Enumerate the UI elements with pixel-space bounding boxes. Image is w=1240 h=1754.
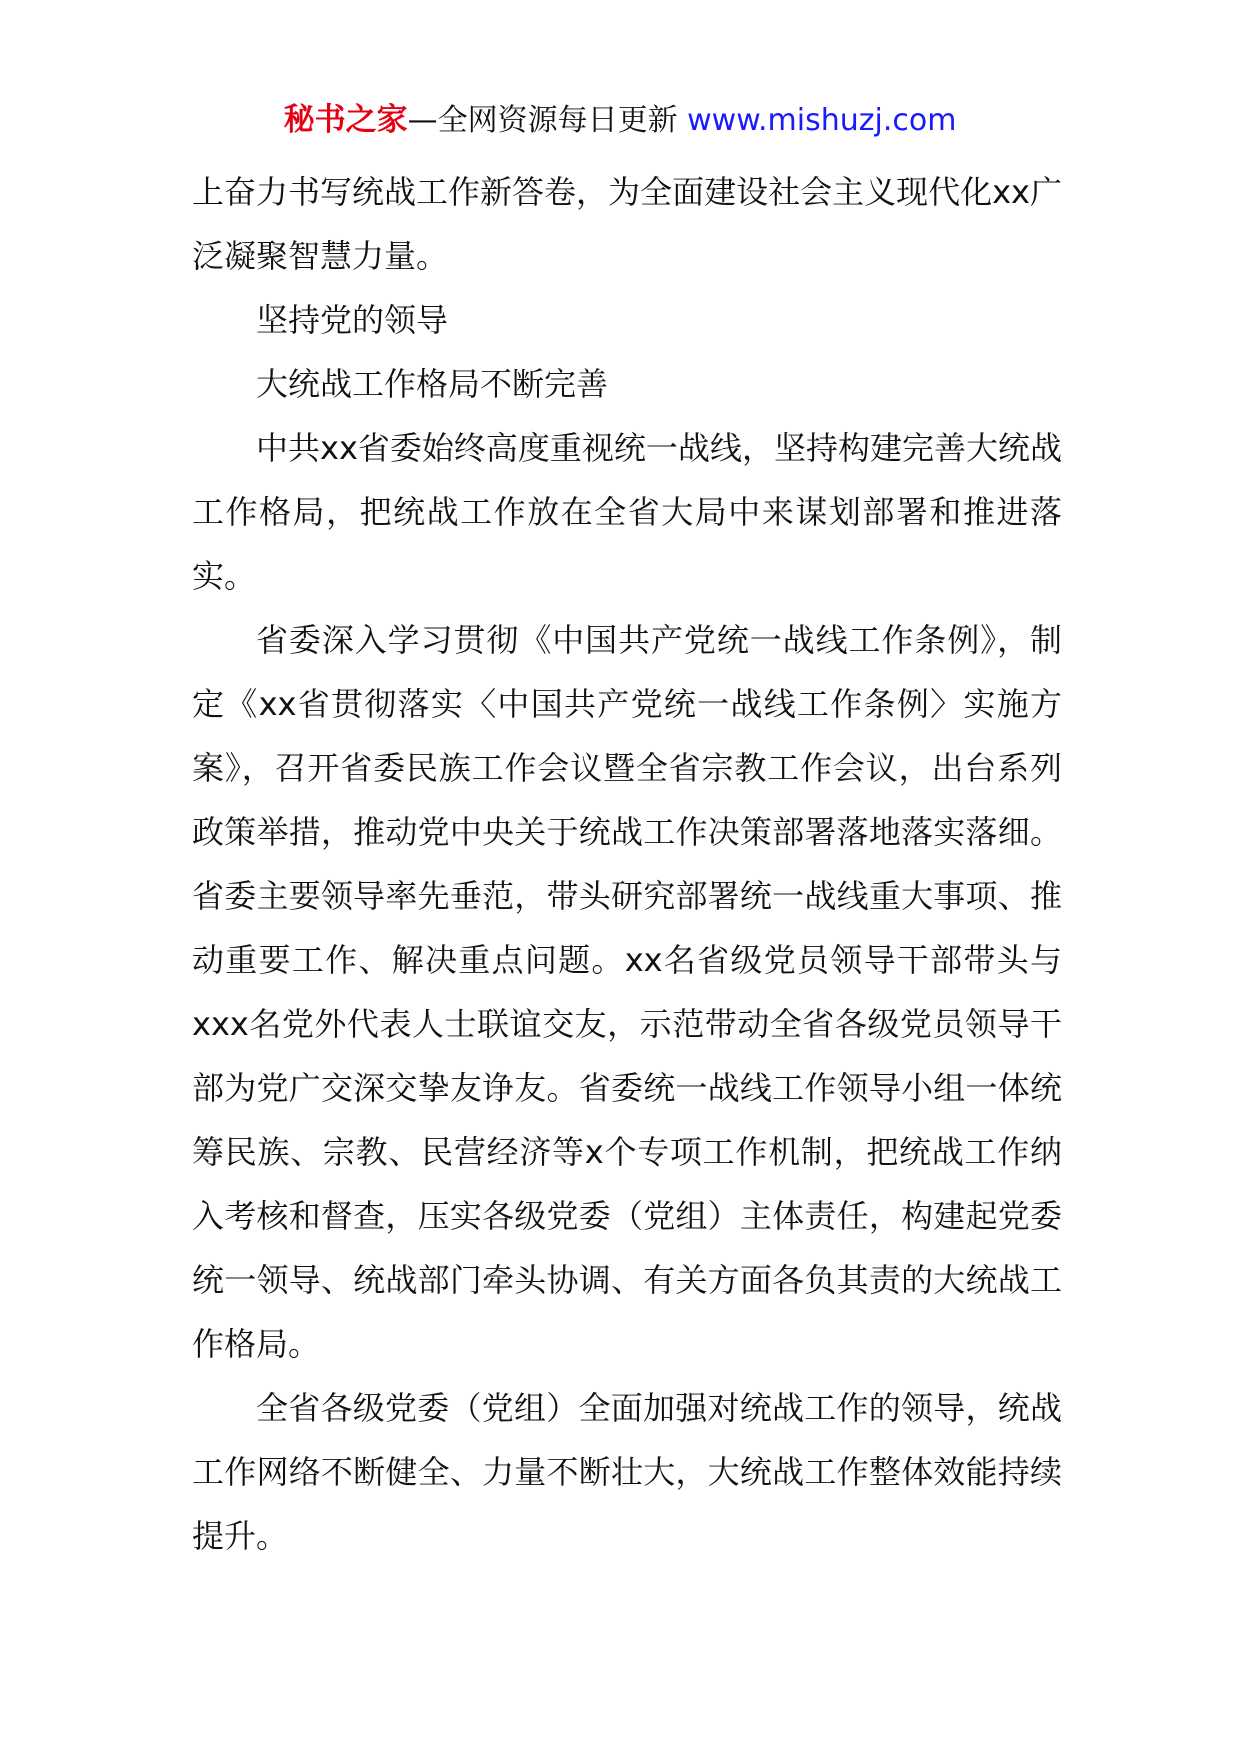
site-url-link[interactable]: www.mishuzj.com (687, 103, 957, 138)
header-tagline: —全网资源每日更新 (407, 103, 688, 138)
site-header (0, 100, 1240, 141)
section-subheading: 大统战工作格局不断完善 (256, 365, 609, 403)
brand-name: 秘书之家 (283, 102, 408, 138)
body-paragraph-3: 全省各级党委（党组）全面加强对统战工作的领导，统战工作网络不断健全、力量不断壮大，大统战工作整体效能持续提升。 (192, 1389, 1062, 1555)
document-body (192, 160, 1062, 1568)
body-paragraph-1: 中共xx省委始终高度重视统一战线，坚持构建完善大统战工作格局，把统战工作放在全省大局中来谋划部署和推进落实。 (192, 429, 1062, 595)
section-heading: 坚持党的领导 (256, 301, 449, 339)
intro-paragraph: 上奋力书写统战工作新答卷，为全面建设社会主义现代化xx广泛凝聚智慧力量。 (192, 173, 1062, 275)
body-paragraph-2: 省委深入学习贯彻《中国共产党统一战线工作条例》，制定《xx省贯彻落实〈中国共产党统一战线工作条例〉实施方案》，召开省委民族工作会议暨全省宗教工作会议，出台系列政策举措，推动党中央关于统战工作决策部署落地落实落细。省委主要领导率先垂范，带头研究部署统一战线重大事项、推动重要工作、解决重点问题。xx名省级党员领导干部带头与xxx名党外代表人士联谊交友，示范带动全省各级党员领导干部为党广交深交挚友诤友。省委统一战线工作领导小组一体统筹民族、宗教、民营经济等x个专项工作机制，把统战工作纳入考核和督查，压实各级党委（党组）主体责任，构建起党委统一领导、统战部门牵头协调、有关方面各负其责的大统战工作格局。 (192, 621, 1062, 1363)
